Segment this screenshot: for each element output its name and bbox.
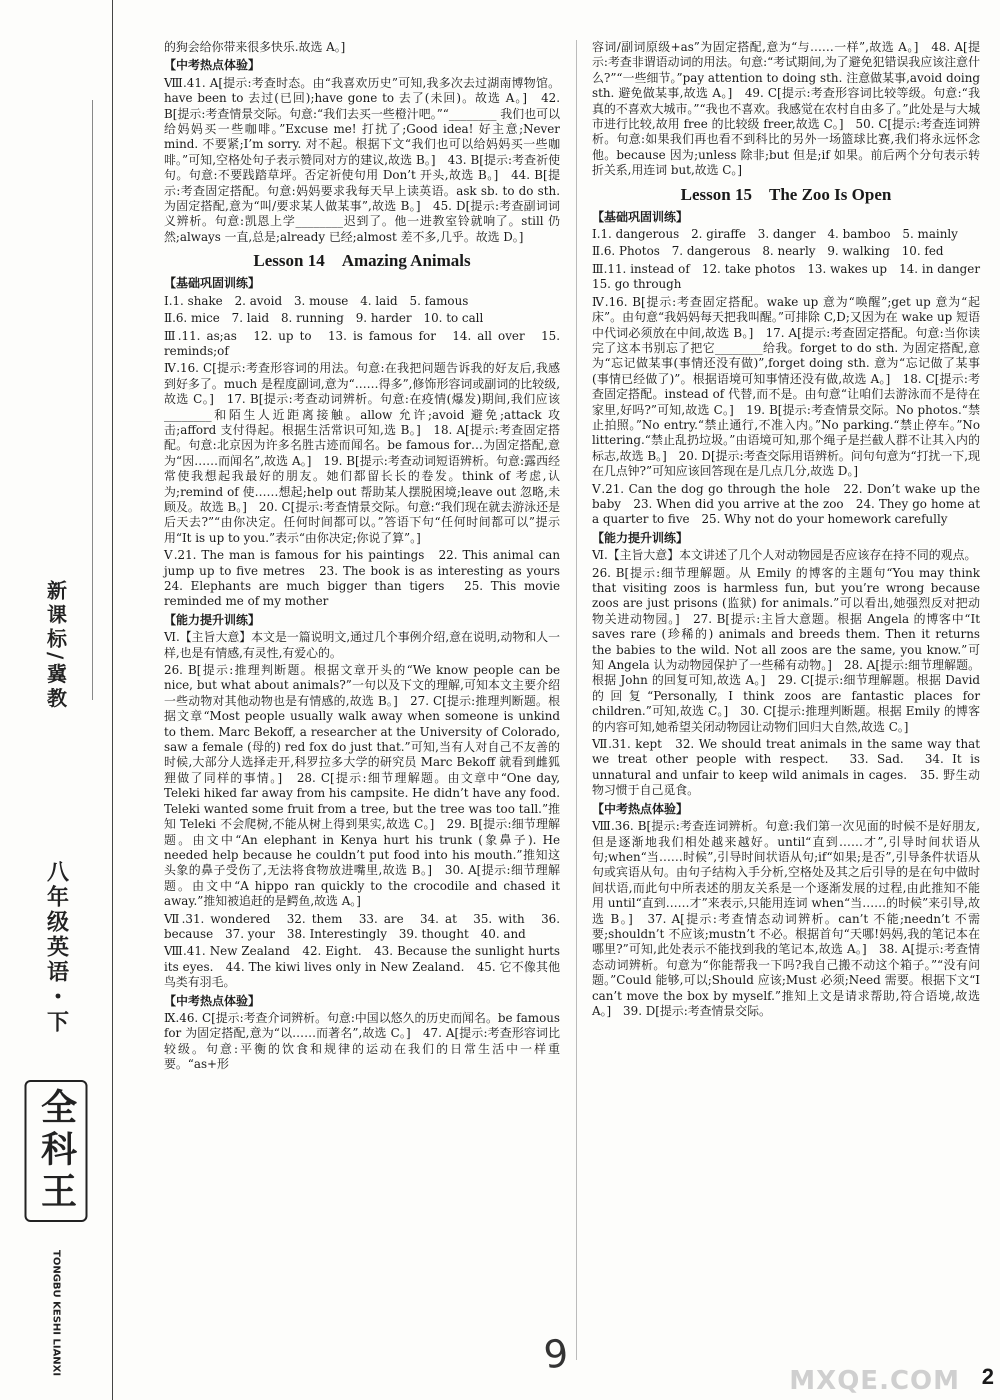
answer-paragraph: Ⅶ.31. kept 32. We should treat animals in the same way that we treat other people with respect. 33. Sad. 34. It is unnatural and unfair to keep wild animals in cages. 35. 野生动物习惯于自己觅食。 [592,737,980,798]
handwritten-page-number: 9 [541,1330,571,1378]
answer-paragraph: Ⅴ.21. The man is famous for his paintings 22. This animal can jump up to five metres 23. The book is as interesting as yours 24. Elephants are much bigger than tigers 25. This movie reminded me of my mother [164,548,572,609]
left-column [164,40,572,1370]
section-heading: 【能力提升训练】 [592,530,689,545]
answer-paragraph: 26. B[提示:细节理解题。从 Emily 的博客的主题句“You may think that visiting zoos is harmless fun, but you’re wrong because zoos are just prisons (监狱) for animals.”可以看出,她强烈反对把动物关进动物园。] 27. B[提示:主旨大意题。根据 Angela 的博客中“It saves rare (珍稀的) animals and breeds them. Then it returns the babies to the wild. Not all zoos are the same, you know.”可知 Angela 认为动物园保护了一些稀有动物。] 28. A[提示:细节理解题。根据 John 的回复可知,故选 A。] 29. C[提示:细节理解题。根据 David 的回复“Personally, I think zoos are fantastic places for children.”可知,故选 C。] 30. C[提示:推理判断题。根据 Emily 的博客的内容可知,她希望关闭动物园让动物们回归大自然,故选 C。] [592,565,980,734]
answer-paragraph: Ⅷ.41. A[提示:考查时态。由“我喜欢历史”可知,我多次去过湖南博物馆。have been to 去过(已回);have gone to 去了(未回)。故选 A。] 42. B[提示:考查情景交际。句意:“我们去买一些橙汁吧。”“________ 我们也可以给妈妈买一些咖啡。”Excuse me! 打扰了;Good idea! 好主意;Never mind. 不要紧;I’m sorry. 对不起。根据下文“我们也可以给妈妈买一些咖啡。”可知,空格处句子表示赞同对方的建议,故选 B。] 43. B[提示:考查祈使句。句意:不要践踏草坪。否定祈使句用 Don’t 开头,故选 B。] 44. B[提示:考查固定搭配。句意:妈妈要求我每天早上读英语。ask sb. to do sth. 为固定搭配,意为“叫/要求某人做某事”,故选 B。] 45. D[提示:考查副词词义辨析。句意:凯恩上学________迟到了。他一进教室铃就响了。still 仍然;always 一直,总是;already 已经;almost 差不多,几乎。故选 D。] [164,75,560,244]
answer-paragraph: Ⅰ.1. shake 2. avoid 3. mouse 4. laid 5. famous [164,293,469,308]
answer-paragraph: Ⅰ.1. dangerous 2. giraffe 3. danger 4. bamboo 5. mainly [592,227,958,242]
lesson-title: Lesson 15 The Zoo Is Open [680,184,892,204]
answer-paragraph: Ⅴ.21. Can the dog go through the hole 22. Don’t wake up the baby 23. When did you arrive at the zoo 24. They go home at a quarter to five 25. Why not do your homework carefully [592,481,980,527]
answer-paragraph: Ⅵ.【主旨大意】本文是一篇说明文,通过几个事例介绍,意在说明,动物和人一样,也是有情感,有灵性,有爱心的。 [164,630,560,660]
answer-paragraph: Ⅷ.41. New Zealand 42. Eight. 43. Because the sunlight hurts its eyes. 44. The kiwi lives only in New Zealand. 45. 它不像其他鸟类有羽毛。 [164,944,560,990]
spine-edition-label: 新课标/冀教 [43,580,68,712]
answer-paragraph: Ⅲ.11. as;as 12. up to 13. is famous for 14. all over 15. reminds;of [164,328,560,358]
spine-logo: 全科王 [25,1080,88,1222]
answer-paragraph: 26. B[提示:推理判断题。根据文章开头的“We know people can be nice, but what about animals?”一句以及下文的理解,可知本文主要介绍一些动物对其他动物也是有情感的,故选 B。] 27. C[提示:推理判断题。根据文章“Most people usually walk away when someone is unkind to them. Marc Bekoff, a researcher at the University of Colorado, saw a female (母的) red fox do just that.”可知,当有人对自己不友善的时候,大部分人选择走开,科罗拉多大学的研究员 Marc Bekoff 就看到雌狐狸做了同样的事情。] 28. C[提示:细节理解题。由文章中“One day, Teleki hiked far away from his campsite. He didn’t have any food. Teleki wanted some fruit from a tree, but the tree was too tall.”推知 Teleki 不会爬树,不能从树上得到果实,故选 C。] 29. B[提示:细节理解题。由文中“An elephant in Kenya hurt his trunk (象鼻子). He needed help because he couldn’t put food into his mouth.”推知这头象的鼻子受伤了,无法将食物放进嘴里,故选 B。] 30. A[提示:细节理解题。由文中“A hippo ran quickly to the crocodile and chased it away.”推知被追赶的是鳄鱼,故选 A。] [164,663,560,909]
section-heading: 【基础巩固训练】 [164,276,261,291]
answer-paragraph: Ⅷ.36. B[提示:考查连词辨析。句意:我们第一次见面的时候不是好朋友,但是逐渐地我们相处越来越好。until“直到……才”,引导时间状语从句;when“当……时候”,引导时间状语从句;if“如果;是否”,引导条件状语从句或宾语从句。由句子结构入手分析,空格处及其之后引导的是在句中做时间状语,而此句中所表述的朋友关系是一个逐渐发展的过程,由此推知不能用 until“直到……才”来表示,只能用连词 when“当……的时候”来引导,故选 B。] 37. A[提示:考查情态动词辨析。can’t 不能;needn’t 不需要;shouldn’t 不应该;mustn’t 不必。根据首句“天哪!妈妈,我的笔记本在哪里?”可知,此处表示不能找到我的笔记本,故选 A。] 38. A[提示:考查情态动词辨析。句意为“你能帮我一下吗?我自己搬不动这个箱子。”“没有问题。”Could 能够,可以;Should 应该;Must 必须;Need 需要。根据下文“I can’t move the box by myself.”推知上文是请求帮助,符合语境,故选 A。] 39. D[提示:考查情景交际。 [592,819,980,1018]
answer-paragraph: Ⅱ.6. Photos 7. dangerous 8. nearly 9. walking 10. fed [592,244,944,259]
lesson-title: Lesson 14 Amazing Animals [253,251,471,271]
section-heading: 【基础巩固训练】 [592,209,689,224]
section-heading: 【中考热点体验】 [164,993,261,1008]
book-spine [0,0,113,1400]
spine-strip [92,100,101,700]
column-divider [576,40,577,1360]
answer-paragraph: Ⅲ.11. instead of 12. take photos 13. wakes up 14. in danger 15. go through [592,261,992,292]
right-column [592,40,992,1370]
section-heading: 【能力提升训练】 [164,612,261,627]
section-heading: 【中考热点体验】 [592,801,689,816]
answer-paragraph: Ⅵ.【主旨大意】本文讲述了几个人对动物园是否应该存在持不同的观点。 [592,548,977,563]
answer-paragraph: Ⅸ.46. C[提示:考查介词辨析。句意:中国以悠久的历史而闻名。be famous for 为固定搭配,意为“以……而著名”,故选 C。] 47. A[提示:考查形容词比较级。句意:平衡的饮食和规律的运动在我们的日常生活中一样重要。“as+形 [164,1010,560,1072]
answer-paragraph: 的狗会给你带来很多快乐.故选 A。] [164,40,346,54]
answer-paragraph: Ⅶ.31. wondered 32. them 33. are 34. at 35. with 36. because 37. your 38. Interestingly 39. thought 40. and [164,911,560,941]
answer-paragraph: Ⅱ.6. mice 7. laid 8. running 9. harder 10. to call [164,311,484,326]
answer-paragraph: 容词/副词原级+as”为固定搭配,意为“与……一样”,故选 A。] 48. A[提示:考查非谓语动词的用法。句意:“考试期间,为了避免犯错误我应该注意什么?”“一些细节。”pay attention to doing sth. 注意做某事,avoid doing sth. 避免做某事,故选 A。] 49. C[提示:考查形容词比较等级。句意:“我真的不喜欢大城市。”“我也不喜欢。我感觉在农村自由多了。”此处是与大城市进行比较,故用 free 的比较级 freer,故选 C。] 50. C[提示:考查连词辨析。句意:如果我们再也看不到科比的另外一场篮球比赛,我们将永远怀念他。because 因为;unless 除非;but 但是;if 如果。前后两个分句表示转折关系,用连词 but,故选 C。] [592,40,980,178]
spine-pinyin: TONGBU KESHI LIANXI [50,1250,62,1377]
answer-paragraph: Ⅳ.16. B[提示:考查固定搭配。wake up 意为“唤醒”;get up 意为“起床”。由句意“我妈妈每天把我叫醒。”可排除 C,D;又因为在 wake up 短语中代词必须放在中间,故选 B。] 17. A[提示:考查固定搭配。句意:当你读完了这本书别忘了把它________给我。forget to do sth. 为固定搭配,意为“忘记做某事(事情还没有做)”,forget doing sth. 意为“忘记做了某事(事情已经做了)”。根据语境可知事情还没有做,故选 A。] 18. C[提示:考查固定搭配。instead of 代替,而不是。由句意“让咱们去游泳而不是待在家里,好吗?”可知,故选 C。] 19. B[提示:考查情景交际。No photos.“禁止拍照。”No entry.“禁止通行,不准入内。”No parking.“禁止停车。”No littering.“禁止乱扔垃圾。”由语境可知,那个绳子是拦截人群不让其入内的标志,故选 B。] 20. D[提示:考查交际用语辨析。问句句意为“打扰一下,现在几点钟?”可知应该回答现在是几点几分,故选 D。] [592,294,980,479]
section-heading: 【中考热点体验】 [164,58,261,73]
watermark: MXQE.COM [789,1366,960,1396]
spine-subject-label: 八年级英语・下 [43,860,69,1035]
answer-paragraph: Ⅳ.16. C[提示:考查形容词的用法。句意:在我把问题告诉我的好友后,我感到好多了。much 是程度副词,意为“……得多”,修饰形容词或副词的比较级,故选 C。] 17. B[提示:考查动词辨析。句意:在疫情(爆发)期间,我们应该________和陌生人近距离接触。allow 允许;avoid 避免;attack 攻击;afford 支付得起。根据生活常识可知,选 B。] 18. A[提示:考查固定搭配。句意:北京因为许多名胜古迹而闻名。be famous for…为固定搭配,意为“因……而闻名”,故选 A。] 19. B[提示:考查动词短语辨析。句意:露西经常使我想起我最好的朋友。她们都留长长的卷发。think of 考虑,认为;remind of 使……想起;help out 帮助某人摆脱困境;leave out 忽略,未顾及。故选 B。] 20. C[提示:考查情景交际。句意:“我们现在就去游泳还是后天去?”“由你决定。任何时间都可以。”答语下句“任何时间都可以”提示用“It is up to you.”表示“由你决定;你说了算”。] [164,361,560,545]
page-number: 2 [981,1364,994,1389]
